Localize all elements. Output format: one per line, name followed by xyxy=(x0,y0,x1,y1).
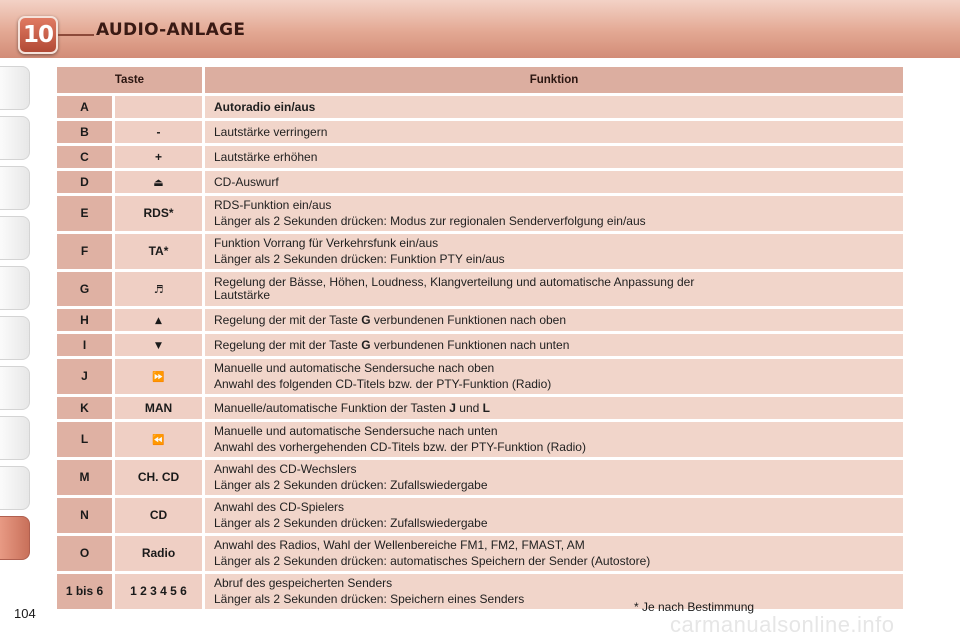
symbol-cell xyxy=(115,96,205,118)
symbol-cell: CH. CD xyxy=(115,460,205,495)
fast-forward-icon xyxy=(115,359,205,394)
function-text-line2: Anwahl des vorhergehenden CD-Titels bzw. der PTY-Funktion (Radio) xyxy=(214,440,586,454)
symbol-cell: CD xyxy=(115,498,205,533)
function-text-line1: Anwahl des Radios, Wahl der Wellenbereiche FM1, FM2, FMAST, AM xyxy=(214,538,585,552)
function-cell xyxy=(205,234,903,269)
function-cell xyxy=(205,272,903,306)
key-cell: L xyxy=(57,422,115,457)
page-number: 104 xyxy=(14,606,36,621)
function-text-post: verbundenen Funktionen nach unten xyxy=(370,337,570,352)
function-text-line1: Anwahl des CD-Wechslers xyxy=(214,462,357,476)
key-cell: J xyxy=(57,359,115,394)
function-text-key: G xyxy=(361,337,371,352)
table-row xyxy=(57,171,903,193)
table-row xyxy=(57,309,903,331)
function-text-line2: Länger als 2 Sekunden drücken: Speichern eines Senders xyxy=(214,592,525,606)
function-text-key: G xyxy=(361,312,371,327)
side-tab[interactable] xyxy=(0,216,30,260)
function-text-line1: Anwahl des CD-Spielers xyxy=(214,500,345,514)
rewind-glyph: ⏪ xyxy=(152,434,165,446)
function-text: Autoradio ein/aus xyxy=(214,99,316,114)
chapter-divider xyxy=(58,34,94,36)
footnote: * Je nach Bestimmung xyxy=(634,600,755,614)
key-cell: B xyxy=(57,121,115,143)
function-cell xyxy=(205,171,903,193)
table-row xyxy=(57,96,903,118)
key-cell: O xyxy=(57,536,115,571)
function-cell xyxy=(205,146,903,168)
table-header-row xyxy=(57,67,903,93)
key-cell: C xyxy=(57,146,115,168)
column-header-funktion: Funktion xyxy=(205,67,903,93)
side-tab[interactable] xyxy=(0,316,30,360)
key-cell: N xyxy=(57,498,115,533)
side-tab[interactable] xyxy=(0,166,30,210)
arrow-up-icon xyxy=(115,309,205,331)
function-cell xyxy=(205,397,903,419)
table-row xyxy=(57,146,903,168)
side-tab[interactable] xyxy=(0,466,30,510)
function-cell xyxy=(205,309,903,331)
side-tab[interactable] xyxy=(0,116,30,160)
function-text: Lautstärke erhöhen xyxy=(214,149,318,164)
watermark: carmanualsonline.info xyxy=(670,612,895,637)
table-row xyxy=(57,196,903,231)
chapter-number-badge: 10 xyxy=(18,16,58,54)
function-text-mid: und xyxy=(455,400,483,415)
arrow-down-icon xyxy=(115,334,205,356)
function-text-line1: Abruf des gespeicherten Senders xyxy=(214,576,393,590)
table-row xyxy=(57,536,903,571)
function-text-key: J xyxy=(449,400,456,415)
function-cell xyxy=(205,96,903,118)
table-row xyxy=(57,121,903,143)
function-text: Lautstärke verringern xyxy=(214,124,328,139)
music-note-icon: ♬ xyxy=(153,282,164,296)
function-text-line2: Länger als 2 Sekunden drücken: Modus zur regionalen Senderverfolgung ein/aus xyxy=(214,214,646,228)
table-row xyxy=(57,334,903,356)
key-cell: A xyxy=(57,96,115,118)
table-row xyxy=(57,574,903,609)
side-tab[interactable] xyxy=(0,266,30,310)
function-text-line1: RDS-Funktion ein/aus xyxy=(214,198,332,212)
sound-settings-icon xyxy=(115,272,205,306)
symbol-cell: + xyxy=(115,146,205,168)
function-text-post: verbundenen Funktionen nach oben xyxy=(370,312,567,327)
table-row xyxy=(57,460,903,495)
function-text-line2: Anwahl des folgenden CD-Titels bzw. der PTY-Funktion (Radio) xyxy=(214,377,552,391)
symbol-cell: RDS* xyxy=(115,196,205,231)
function-text-line2: Länger als 2 Sekunden drücken: Zufallswiedergabe xyxy=(214,516,488,530)
function-cell xyxy=(205,498,903,533)
table-row xyxy=(57,397,903,419)
function-text-pre: Regelung der mit der Taste xyxy=(214,337,362,352)
chapter-title: AUDIO-ANLAGE xyxy=(96,20,246,40)
function-text-line1: Funktion Vorrang für Verkehrsfunk ein/aus xyxy=(214,236,439,250)
fast-forward-glyph: ⏩ xyxy=(152,371,165,383)
function-text-line1: Regelung der Bässe, Höhen, Loudness, Klangverteilung und automatische Anpassung der xyxy=(214,275,695,289)
symbol-cell: - xyxy=(115,121,205,143)
symbol-cell: TA* xyxy=(115,234,205,269)
key-cell: 1 bis 6 xyxy=(57,574,115,609)
key-cell: D xyxy=(57,171,115,193)
side-tab-active[interactable] xyxy=(0,516,30,560)
function-text-line1: Manuelle und automatische Sendersuche nach oben xyxy=(214,361,495,375)
column-header-taste: Taste xyxy=(57,67,205,93)
function-text-pre: Manuelle/automatische Funktion der Tasten xyxy=(214,400,450,415)
key-cell: I xyxy=(57,334,115,356)
function-cell xyxy=(205,536,903,571)
side-tab[interactable] xyxy=(0,366,30,410)
table-row xyxy=(57,422,903,457)
table-row xyxy=(57,498,903,533)
side-tab[interactable] xyxy=(0,66,30,110)
function-cell xyxy=(205,121,903,143)
table-row xyxy=(57,234,903,269)
function-table-wrapper xyxy=(57,64,903,612)
table-row xyxy=(57,272,903,306)
function-cell xyxy=(205,422,903,457)
eject-icon-glyph: ⏏ xyxy=(153,175,164,189)
key-cell: F xyxy=(57,234,115,269)
key-cell: G xyxy=(57,272,115,306)
function-text-pre: Regelung der mit der Taste xyxy=(214,312,362,327)
eject-icon xyxy=(115,171,205,193)
function-text: CD-Auswurf xyxy=(214,174,279,189)
function-text-line2: Lautstärke xyxy=(214,288,271,302)
page-header xyxy=(0,0,960,58)
function-cell xyxy=(205,460,903,495)
key-cell: K xyxy=(57,397,115,419)
symbol-cell: Radio xyxy=(115,536,205,571)
function-cell xyxy=(205,574,903,609)
symbol-cell: MAN xyxy=(115,397,205,419)
function-text-key2: L xyxy=(482,400,490,415)
side-tab[interactable] xyxy=(0,416,30,460)
arrow-up-glyph: ▲ xyxy=(155,315,162,326)
key-cell: H xyxy=(57,309,115,331)
function-cell xyxy=(205,334,903,356)
function-cell xyxy=(205,359,903,394)
function-cell xyxy=(205,196,903,231)
function-table xyxy=(57,64,903,612)
key-cell: M xyxy=(57,460,115,495)
function-text-line1: Manuelle und automatische Sendersuche nach unten xyxy=(214,424,498,438)
function-text-line2: Länger als 2 Sekunden drücken: automatisches Speichern der Sender (Autostore) xyxy=(214,554,651,568)
function-text-line2: Länger als 2 Sekunden drücken: Funktion PTY ein/aus xyxy=(214,252,505,266)
key-cell: E xyxy=(57,196,115,231)
symbol-cell: 1 2 3 4 5 6 xyxy=(115,574,205,609)
arrow-down-glyph: ▼ xyxy=(155,340,162,351)
table-row xyxy=(57,359,903,394)
function-text-line2: Länger als 2 Sekunden drücken: Zufallswiedergabe xyxy=(214,478,488,492)
rewind-icon xyxy=(115,422,205,457)
